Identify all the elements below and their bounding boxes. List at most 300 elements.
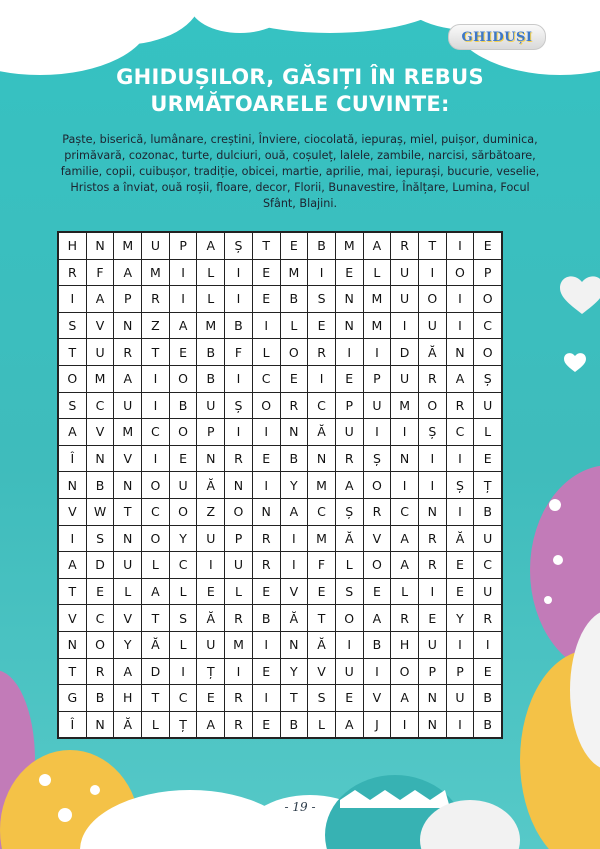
grid-cell[interactable]: A [197,233,225,260]
grid-cell[interactable]: S [59,312,87,339]
grid-cell[interactable]: L [308,711,336,738]
grid-cell[interactable]: R [474,605,502,632]
grid-cell[interactable]: T [252,233,280,260]
grid-cell[interactable]: B [474,685,502,712]
grid-cell[interactable]: V [114,445,142,472]
grid-cell[interactable]: H [391,631,419,658]
grid-cell[interactable]: N [59,472,87,499]
grid-cell[interactable]: C [142,419,170,446]
grid-cell[interactable]: E [197,685,225,712]
grid-cell[interactable]: Ă [418,339,446,366]
grid-cell[interactable]: C [86,605,114,632]
grid-cell[interactable]: E [418,605,446,632]
grid-cell[interactable]: E [169,445,197,472]
grid-cell[interactable]: M [86,365,114,392]
grid-cell[interactable]: T [142,685,170,712]
grid-cell[interactable]: V [114,605,142,632]
grid-cell[interactable]: I [308,259,336,286]
grid-cell[interactable]: C [86,392,114,419]
grid-cell[interactable]: I [446,631,474,658]
grid-cell[interactable]: P [169,233,197,260]
grid-cell[interactable]: N [86,711,114,738]
grid-cell[interactable]: I [252,631,280,658]
grid-cell[interactable]: U [335,419,363,446]
grid-cell[interactable]: O [335,605,363,632]
grid-cell[interactable]: Ă [446,525,474,552]
grid-cell[interactable]: Î [59,445,87,472]
grid-cell[interactable]: M [114,419,142,446]
grid-cell[interactable]: O [363,472,391,499]
grid-cell[interactable]: N [280,419,308,446]
grid-cell[interactable]: I [308,365,336,392]
grid-cell[interactable]: C [391,498,419,525]
grid-cell[interactable]: D [391,339,419,366]
grid-cell[interactable]: F [86,259,114,286]
grid-cell[interactable]: P [114,286,142,313]
grid-cell[interactable]: I [446,286,474,313]
grid-cell[interactable]: L [169,631,197,658]
grid-cell[interactable]: Y [169,525,197,552]
grid-cell[interactable]: R [114,339,142,366]
grid-cell[interactable]: T [142,339,170,366]
grid-cell[interactable]: C [474,552,502,579]
grid-cell[interactable]: M [308,472,336,499]
grid-cell[interactable]: V [280,578,308,605]
grid-cell[interactable]: A [59,419,87,446]
grid-cell[interactable]: A [363,605,391,632]
grid-cell[interactable]: L [169,578,197,605]
grid-cell[interactable]: A [142,578,170,605]
grid-cell[interactable]: B [474,498,502,525]
grid-cell[interactable]: I [252,419,280,446]
grid-cell[interactable]: A [114,658,142,685]
grid-cell[interactable]: E [363,578,391,605]
grid-cell[interactable]: Ă [197,472,225,499]
grid-cell[interactable]: I [225,658,253,685]
grid-cell[interactable]: C [446,419,474,446]
grid-cell[interactable]: O [225,498,253,525]
grid-cell[interactable]: U [418,312,446,339]
grid-cell[interactable]: U [169,472,197,499]
grid-cell[interactable]: O [474,286,502,313]
grid-cell[interactable]: N [114,472,142,499]
grid-cell[interactable]: O [169,419,197,446]
grid-cell[interactable]: A [280,498,308,525]
grid-cell[interactable]: I [446,711,474,738]
grid-cell[interactable]: E [280,233,308,260]
grid-cell[interactable]: R [225,605,253,632]
grid-cell[interactable]: I [446,312,474,339]
grid-cell[interactable]: E [252,286,280,313]
grid-cell[interactable]: W [86,498,114,525]
grid-cell[interactable]: F [308,552,336,579]
grid-cell[interactable]: I [335,339,363,366]
grid-cell[interactable]: I [252,685,280,712]
grid-cell[interactable]: S [308,286,336,313]
grid-cell[interactable]: I [225,259,253,286]
grid-cell[interactable]: O [86,631,114,658]
grid-cell[interactable]: E [474,658,502,685]
grid-cell[interactable]: M [280,259,308,286]
grid-cell[interactable]: C [169,552,197,579]
grid-cell[interactable]: N [86,233,114,260]
grid-cell[interactable]: U [391,365,419,392]
grid-cell[interactable]: A [391,685,419,712]
grid-cell[interactable]: L [197,286,225,313]
grid-cell[interactable]: N [308,445,336,472]
grid-cell[interactable]: I [391,312,419,339]
grid-cell[interactable]: I [169,259,197,286]
grid-cell[interactable]: B [252,605,280,632]
grid-cell[interactable]: B [169,392,197,419]
grid-cell[interactable]: I [252,312,280,339]
grid-cell[interactable]: P [335,392,363,419]
grid-cell[interactable]: I [391,419,419,446]
grid-cell[interactable]: P [446,658,474,685]
grid-cell[interactable]: U [114,552,142,579]
grid-cell[interactable]: M [114,233,142,260]
grid-cell[interactable]: L [474,419,502,446]
grid-cell[interactable]: U [114,392,142,419]
grid-cell[interactable]: I [363,339,391,366]
grid-cell[interactable]: R [308,339,336,366]
grid-cell[interactable]: R [225,445,253,472]
grid-cell[interactable]: Y [280,472,308,499]
grid-cell[interactable]: D [142,658,170,685]
grid-cell[interactable]: A [391,552,419,579]
grid-cell[interactable]: N [335,286,363,313]
grid-cell[interactable]: Ș [363,445,391,472]
grid-cell[interactable]: Ă [142,631,170,658]
grid-cell[interactable]: I [418,259,446,286]
grid-cell[interactable]: U [86,339,114,366]
grid-cell[interactable]: T [418,233,446,260]
grid-cell[interactable]: O [280,339,308,366]
grid-cell[interactable]: E [252,578,280,605]
grid-cell[interactable]: E [169,339,197,366]
grid-cell[interactable]: L [142,552,170,579]
grid-cell[interactable]: U [474,525,502,552]
grid-cell[interactable]: I [142,445,170,472]
grid-cell[interactable]: E [474,233,502,260]
grid-cell[interactable]: R [142,286,170,313]
grid-cell[interactable]: I [142,365,170,392]
grid-cell[interactable]: U [142,233,170,260]
grid-cell[interactable]: P [363,365,391,392]
grid-cell[interactable]: I [335,631,363,658]
grid-cell[interactable]: O [418,392,446,419]
grid-cell[interactable]: U [418,631,446,658]
grid-cell[interactable]: E [335,685,363,712]
grid-cell[interactable]: I [142,392,170,419]
grid-cell[interactable]: T [308,605,336,632]
grid-cell[interactable]: N [86,445,114,472]
grid-cell[interactable]: I [225,419,253,446]
grid-cell[interactable]: R [59,259,87,286]
grid-cell[interactable]: O [363,552,391,579]
grid-cell[interactable]: Z [142,312,170,339]
grid-cell[interactable]: E [308,312,336,339]
grid-cell[interactable]: E [335,259,363,286]
grid-cell[interactable]: P [197,419,225,446]
grid-cell[interactable]: E [335,365,363,392]
grid-cell[interactable]: Ă [280,605,308,632]
grid-cell[interactable]: I [197,552,225,579]
grid-cell[interactable]: L [114,578,142,605]
grid-cell[interactable]: A [169,312,197,339]
grid-cell[interactable]: L [335,552,363,579]
grid-cell[interactable]: E [252,658,280,685]
grid-cell[interactable]: I [280,552,308,579]
grid-cell[interactable]: Y [280,658,308,685]
grid-cell[interactable]: Ș [225,233,253,260]
grid-cell[interactable]: I [363,658,391,685]
grid-cell[interactable]: E [446,578,474,605]
grid-cell[interactable]: O [418,286,446,313]
grid-cell[interactable]: I [474,631,502,658]
grid-cell[interactable]: B [225,312,253,339]
grid-cell[interactable]: B [308,233,336,260]
grid-cell[interactable]: I [169,658,197,685]
grid-cell[interactable]: Ț [197,658,225,685]
grid-cell[interactable]: Y [114,631,142,658]
grid-cell[interactable]: O [446,259,474,286]
grid-cell[interactable]: T [59,578,87,605]
grid-cell[interactable]: B [197,339,225,366]
grid-cell[interactable]: S [169,605,197,632]
grid-cell[interactable]: Ă [197,605,225,632]
grid-cell[interactable]: L [252,339,280,366]
grid-cell[interactable]: N [418,685,446,712]
grid-cell[interactable]: V [59,498,87,525]
grid-cell[interactable]: E [446,552,474,579]
grid-cell[interactable]: I [169,286,197,313]
grid-cell[interactable]: A [59,552,87,579]
grid-cell[interactable]: C [474,312,502,339]
grid-cell[interactable]: V [363,685,391,712]
grid-cell[interactable]: A [446,365,474,392]
grid-cell[interactable]: N [59,631,87,658]
grid-cell[interactable]: I [363,419,391,446]
grid-cell[interactable]: U [197,392,225,419]
grid-cell[interactable]: N [252,498,280,525]
grid-cell[interactable]: U [335,658,363,685]
grid-cell[interactable]: E [252,711,280,738]
grid-cell[interactable]: N [418,711,446,738]
grid-cell[interactable]: Ș [446,472,474,499]
grid-cell[interactable]: E [252,259,280,286]
grid-cell[interactable]: V [86,312,114,339]
grid-cell[interactable]: N [114,312,142,339]
grid-cell[interactable]: L [142,711,170,738]
grid-cell[interactable]: H [114,685,142,712]
grid-cell[interactable]: C [308,392,336,419]
grid-cell[interactable]: R [363,498,391,525]
grid-cell[interactable]: U [391,259,419,286]
grid-cell[interactable]: E [252,445,280,472]
grid-cell[interactable]: N [335,312,363,339]
grid-cell[interactable]: T [59,339,87,366]
grid-cell[interactable]: D [86,552,114,579]
grid-cell[interactable]: U [225,552,253,579]
grid-cell[interactable]: L [391,578,419,605]
grid-cell[interactable]: J [363,711,391,738]
grid-cell[interactable]: Ă [308,419,336,446]
grid-cell[interactable]: R [252,552,280,579]
grid-cell[interactable]: I [446,445,474,472]
grid-cell[interactable]: N [418,498,446,525]
grid-cell[interactable]: R [225,711,253,738]
grid-cell[interactable]: L [197,259,225,286]
grid-cell[interactable]: I [418,472,446,499]
grid-cell[interactable]: I [446,233,474,260]
grid-cell[interactable]: P [225,525,253,552]
grid-cell[interactable]: I [59,525,87,552]
grid-cell[interactable]: E [280,365,308,392]
grid-cell[interactable]: C [169,685,197,712]
grid-cell[interactable]: I [418,445,446,472]
grid-cell[interactable]: I [59,286,87,313]
grid-cell[interactable]: I [225,365,253,392]
grid-cell[interactable]: A [391,525,419,552]
grid-cell[interactable]: A [335,472,363,499]
grid-cell[interactable]: O [252,392,280,419]
grid-cell[interactable]: I [446,498,474,525]
grid-cell[interactable]: A [335,711,363,738]
grid-cell[interactable]: A [86,286,114,313]
grid-cell[interactable]: N [446,339,474,366]
grid-cell[interactable]: R [252,525,280,552]
grid-cell[interactable]: P [418,658,446,685]
grid-cell[interactable]: U [474,578,502,605]
grid-cell[interactable]: I [391,472,419,499]
grid-cell[interactable]: B [280,286,308,313]
grid-cell[interactable]: Ț [474,472,502,499]
grid-cell[interactable]: Ș [335,498,363,525]
grid-cell[interactable]: B [86,685,114,712]
grid-cell[interactable]: E [308,578,336,605]
grid-cell[interactable]: O [391,658,419,685]
grid-cell[interactable]: E [474,445,502,472]
grid-cell[interactable]: E [197,578,225,605]
grid-cell[interactable]: O [142,525,170,552]
grid-cell[interactable]: Ș [474,365,502,392]
grid-cell[interactable]: R [335,445,363,472]
grid-cell[interactable]: N [225,472,253,499]
grid-cell[interactable]: O [142,472,170,499]
grid-cell[interactable]: Ă [335,525,363,552]
grid-cell[interactable]: U [197,631,225,658]
grid-cell[interactable]: B [280,711,308,738]
grid-cell[interactable]: A [197,711,225,738]
grid-cell[interactable]: R [418,525,446,552]
grid-cell[interactable]: M [335,233,363,260]
grid-cell[interactable]: N [114,525,142,552]
grid-cell[interactable]: G [59,685,87,712]
grid-cell[interactable]: L [225,578,253,605]
grid-cell[interactable]: R [391,605,419,632]
grid-cell[interactable]: L [363,259,391,286]
grid-cell[interactable]: B [86,472,114,499]
grid-cell[interactable]: O [474,339,502,366]
grid-cell[interactable]: B [363,631,391,658]
grid-cell[interactable]: B [197,365,225,392]
grid-cell[interactable]: M [363,286,391,313]
grid-cell[interactable]: M [363,312,391,339]
grid-cell[interactable]: M [225,631,253,658]
grid-cell[interactable]: M [197,312,225,339]
grid-cell[interactable]: R [446,392,474,419]
grid-cell[interactable]: Y [446,605,474,632]
grid-cell[interactable]: R [418,365,446,392]
grid-cell[interactable]: S [335,578,363,605]
grid-cell[interactable]: S [59,392,87,419]
grid-cell[interactable]: Ș [418,419,446,446]
grid-cell[interactable]: R [418,552,446,579]
grid-cell[interactable]: Z [197,498,225,525]
grid-cell[interactable]: V [308,658,336,685]
grid-cell[interactable]: I [391,711,419,738]
grid-cell[interactable]: R [225,685,253,712]
grid-cell[interactable]: Ă [308,631,336,658]
grid-cell[interactable]: S [308,685,336,712]
grid-cell[interactable]: A [363,233,391,260]
grid-cell[interactable]: A [114,365,142,392]
grid-cell[interactable]: U [474,392,502,419]
grid-cell[interactable]: T [59,658,87,685]
grid-cell[interactable]: M [391,392,419,419]
grid-cell[interactable]: U [446,685,474,712]
grid-cell[interactable]: Ț [169,711,197,738]
grid-cell[interactable]: I [418,578,446,605]
grid-cell[interactable]: N [197,445,225,472]
grid-cell[interactable]: H [59,233,87,260]
grid-cell[interactable]: U [363,392,391,419]
grid-cell[interactable]: C [142,498,170,525]
grid-cell[interactable]: O [59,365,87,392]
grid-cell[interactable]: I [225,286,253,313]
grid-cell[interactable]: C [252,365,280,392]
grid-cell[interactable]: F [225,339,253,366]
grid-cell[interactable]: Î [59,711,87,738]
grid-cell[interactable]: T [142,605,170,632]
grid-cell[interactable]: M [308,525,336,552]
grid-cell[interactable]: L [280,312,308,339]
grid-cell[interactable]: T [114,498,142,525]
grid-cell[interactable]: Ă [114,711,142,738]
grid-cell[interactable]: N [391,445,419,472]
grid-cell[interactable]: C [308,498,336,525]
grid-cell[interactable]: B [474,711,502,738]
grid-cell[interactable]: U [197,525,225,552]
grid-cell[interactable]: P [474,259,502,286]
grid-cell[interactable]: A [114,259,142,286]
grid-cell[interactable]: M [142,259,170,286]
grid-cell[interactable]: O [169,498,197,525]
grid-cell[interactable]: N [280,631,308,658]
grid-cell[interactable]: E [86,578,114,605]
grid-cell[interactable]: I [252,472,280,499]
grid-cell[interactable]: Ș [225,392,253,419]
grid-cell[interactable]: I [280,525,308,552]
grid-cell[interactable]: V [363,525,391,552]
grid-cell[interactable]: S [86,525,114,552]
grid-cell[interactable]: T [280,685,308,712]
grid-cell[interactable]: R [391,233,419,260]
grid-cell[interactable]: O [169,365,197,392]
grid-cell[interactable]: V [59,605,87,632]
grid-cell[interactable]: B [280,445,308,472]
